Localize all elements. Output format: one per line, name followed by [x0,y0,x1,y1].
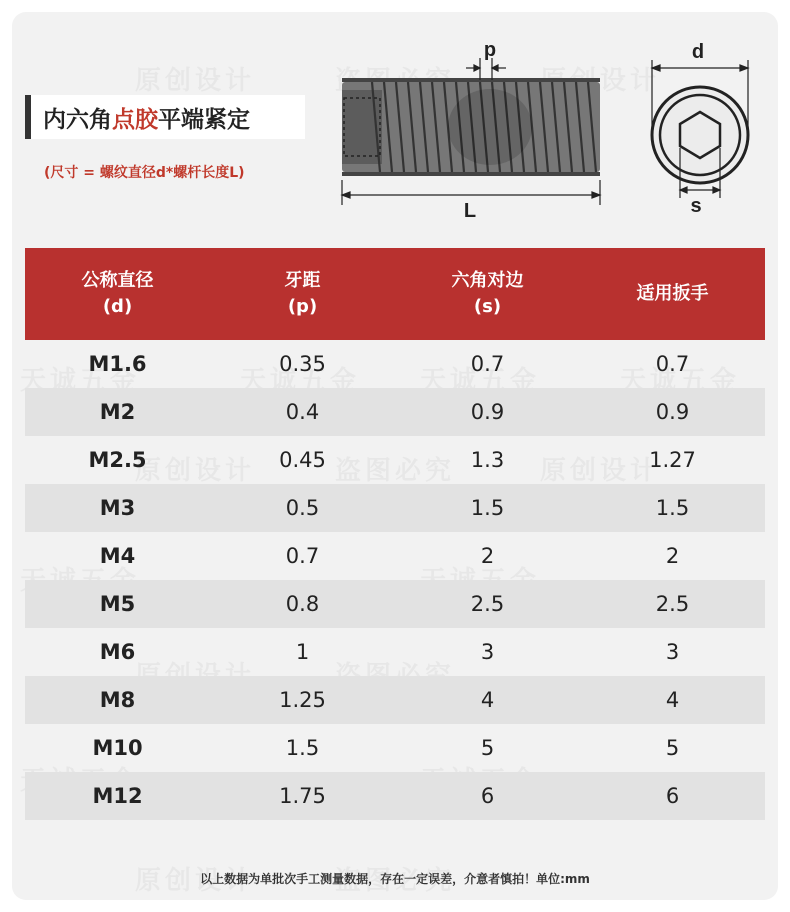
cell-hex: 2 [480,544,495,568]
cell-diameter: M6 [99,640,136,664]
cell-pitch: 1.25 [279,688,326,712]
cell-diameter: M5 [99,592,136,616]
table-row [25,724,765,772]
table-row [25,484,765,532]
header-symbol: (p) [287,296,318,317]
cell-pitch: 0.45 [279,448,326,472]
cell-hex: 4 [480,688,495,712]
cell-pitch: 0.5 [285,496,320,520]
table-row [25,340,765,388]
cell-pitch: 1 [295,640,310,664]
pitch-label: p [483,39,497,61]
pitch-dimension [466,58,506,80]
cell-diameter: M4 [99,544,136,568]
header-symbol: (s) [473,296,502,317]
cell-diameter: M3 [99,496,136,520]
header-hex-across-flats [395,248,580,340]
header-label: 公称直径 [81,270,154,291]
title-part-3: 平端紧定 [158,106,250,133]
title-part-2: 点胶 [112,106,158,133]
cell-hex: 0.9 [470,400,505,424]
table-row [25,628,765,676]
cell-diameter: M10 [92,736,143,760]
cell-pitch: 0.35 [279,352,326,376]
table-body [25,340,765,820]
screw-side-view [342,78,600,176]
cell-pitch: 0.8 [285,592,320,616]
cell-pitch: 0.7 [285,544,320,568]
cell-pitch: 0.4 [285,400,320,424]
cell-wrench: 1.27 [649,448,696,472]
cell-hex: 3 [480,640,495,664]
table-row [25,580,765,628]
table-row [25,388,765,436]
length-label: L [463,200,477,220]
cell-wrench: 1.5 [655,496,690,520]
cell-wrench: 0.7 [655,352,690,376]
product-title [25,95,305,139]
header-wrench-size [580,248,765,340]
table-header [25,248,765,340]
header-symbol: (d) [102,296,133,317]
cell-pitch: 1.5 [285,736,320,760]
hex-label: s [690,195,702,217]
table-row [25,676,765,724]
cell-pitch: 1.75 [279,784,326,808]
cell-wrench: 5 [665,736,680,760]
size-format-note: (尺寸 = 螺纹直径d*螺杆长度L) [44,165,245,181]
cell-wrench: 0.9 [655,400,690,424]
cell-wrench: 4 [665,688,680,712]
diameter-label: d [691,41,705,63]
measurement-note: 以上数据为单批次手工测量数据，存在一定误差，介意者慎拍！单位:mm [200,872,590,886]
cell-diameter: M2 [99,400,136,424]
cell-hex: 1.5 [470,496,505,520]
cell-hex: 2.5 [470,592,505,616]
table-row [25,436,765,484]
header-label: 适用扳手 [636,283,709,304]
cell-hex: 5 [480,736,495,760]
header-nominal-diameter [25,248,210,340]
cell-diameter: M1.6 [88,352,147,376]
header-label: 六角对边 [451,270,524,291]
header-label: 牙距 [284,270,321,291]
set-screw-diagram [330,30,770,220]
spec-table [25,248,765,820]
screw-end-view [652,87,748,183]
cell-hex: 0.7 [470,352,505,376]
cell-wrench: 2 [665,544,680,568]
table-row [25,772,765,820]
cell-hex: 1.3 [470,448,505,472]
cell-wrench: 6 [665,784,680,808]
cell-wrench: 3 [665,640,680,664]
cell-hex: 6 [480,784,495,808]
title-part-1: 内六角 [43,106,112,133]
header-pitch [210,248,395,340]
table-row [25,532,765,580]
cell-diameter: M2.5 [88,448,147,472]
cell-wrench: 2.5 [655,592,690,616]
cell-diameter: M12 [92,784,143,808]
cell-diameter: M8 [99,688,136,712]
